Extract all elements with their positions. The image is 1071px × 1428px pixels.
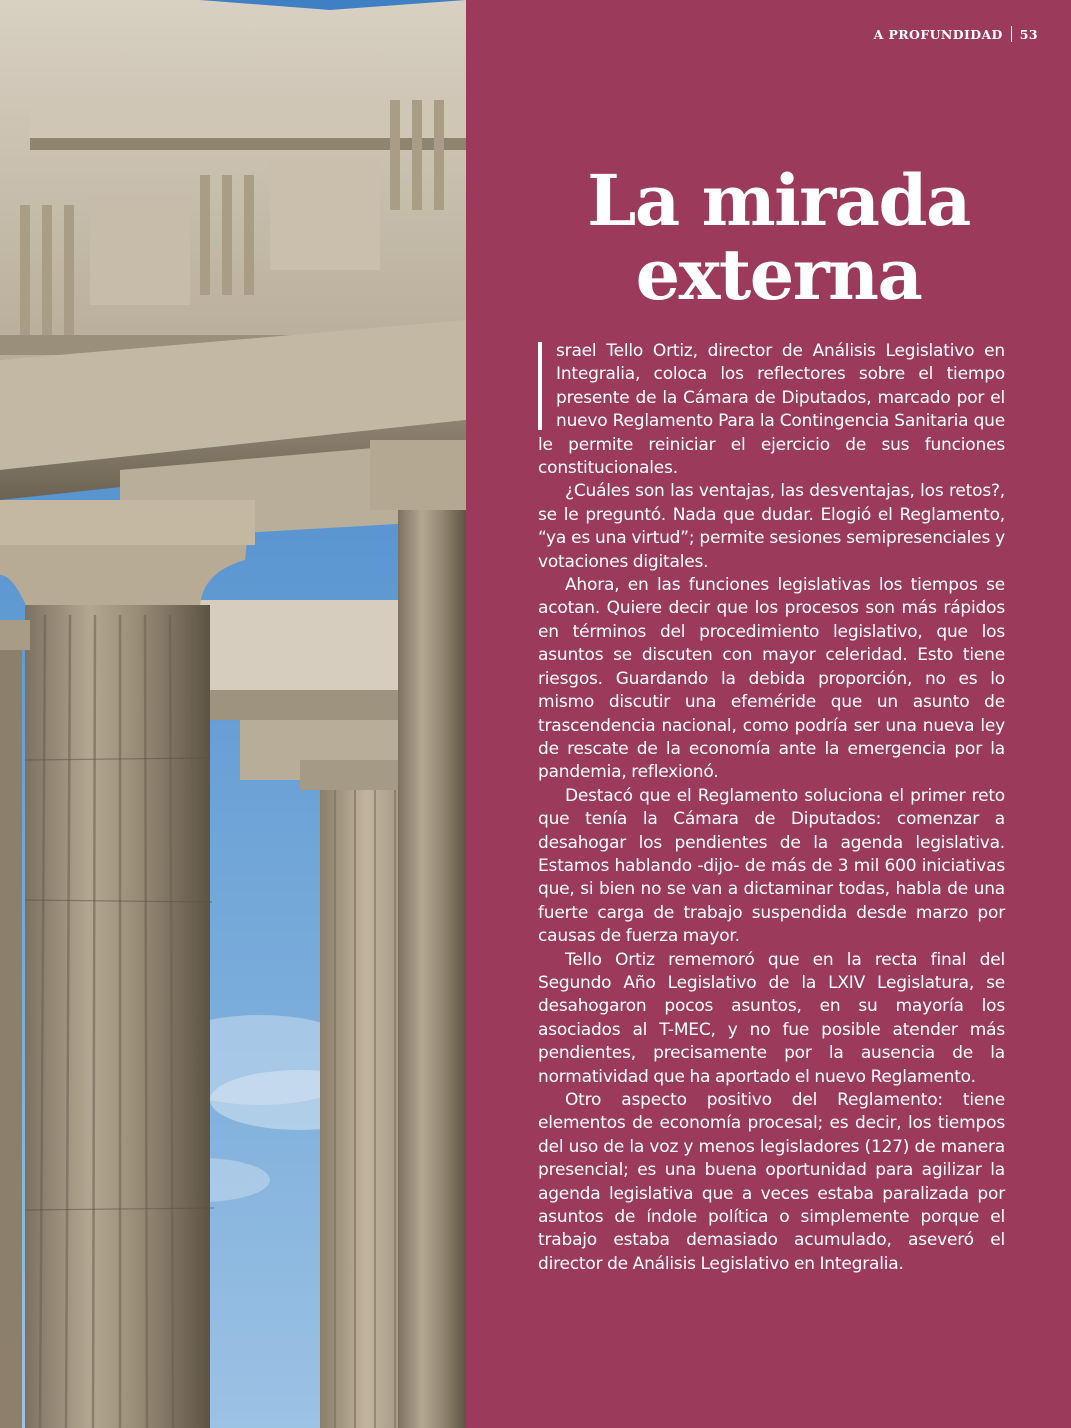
- dropcap-i: [538, 342, 542, 430]
- paragraph-1: srael Tello Ortiz, director de Análisis Legislativo en Integralia, coloca los reflectores sobre el tiempo presente de la Cámara de Diputados, marcado por el nuevo Reglamento Para la Contingencia Sanitaria que le permite reiniciar el ejercicio de sus funciones constitucionales.: [538, 341, 1005, 479]
- title-line-2: externa: [635, 233, 922, 316]
- paragraph-3: Ahora, en las funciones legislativas los tiempos se acotan. Quiere decir que los procesos son más rápidos en términos del procedimiento legislativo, que los asuntos se discuten con mayor celeridad. Esto tiene riesgos. Guardando la debida proporción, no es lo mismo discutir una efeméride que un asunto de trascendencia nacional, como podría ser una nueva ley de rescate de la economía ante la emergencia por la pandemia, reflexionó.: [538, 575, 1005, 783]
- running-header: [874, 26, 1038, 42]
- section-name: A PROFUNDIDAD: [873, 26, 1003, 42]
- page-number: 53: [1019, 26, 1038, 42]
- paragraph-2: ¿Cuáles son las ventajas, las desventajas, los retos?, se le preguntó. Nada que dudar. Elogió el Reglamento, “ya es una virtud”; permite sesiones semipresenciales y votaciones digitales.: [538, 481, 1005, 572]
- paragraph-4: Destacó que el Reglamento soluciona el primer reto que tenía la Cámara de Diputados: comenzar a desahogar los pendientes de la agenda legislativa. Estamos hablando -dijo- de más de 3 mil 600 iniciativas que, si bien no se van a dictaminar todas, habla de una fuerte carga de trabajo suspendida desde marzo por causas de fuerza mayor.: [538, 785, 1005, 947]
- temple-columns-photo: [0, 0, 466, 1428]
- header-divider: [1011, 26, 1012, 42]
- article-title: [466, 159, 1071, 316]
- article-body: [538, 340, 1005, 1276]
- paragraph-6: Otro aspecto positivo del Reglamento: tiene elementos de economía procesal; es decir, los tiempos del uso de la voz y menos legisladores (127) de manera presencial; es una buena oportunidad para agilizar la agenda legislativa que a veces estaba paralizada por asuntos de índole política o simplemente porque el trabajo estaba demasiado acumulado, aseveró el director de Análisis Legislativo en Integralia.: [538, 1090, 1005, 1274]
- paragraph-5: Tello Ortiz rememoró que en la recta final del Segundo Año Legislativo de la LXIV Legislatura, se desahogaron pocos asuntos, en su mayoría los asociados al T-MEC, y no fue posible atender más pendientes, precisamente por la ausencia de la normatividad que ha aportado el nuevo Reglamento.: [538, 949, 1005, 1087]
- title-line-1: La mirada: [587, 159, 970, 242]
- article-panel: [466, 0, 1071, 1428]
